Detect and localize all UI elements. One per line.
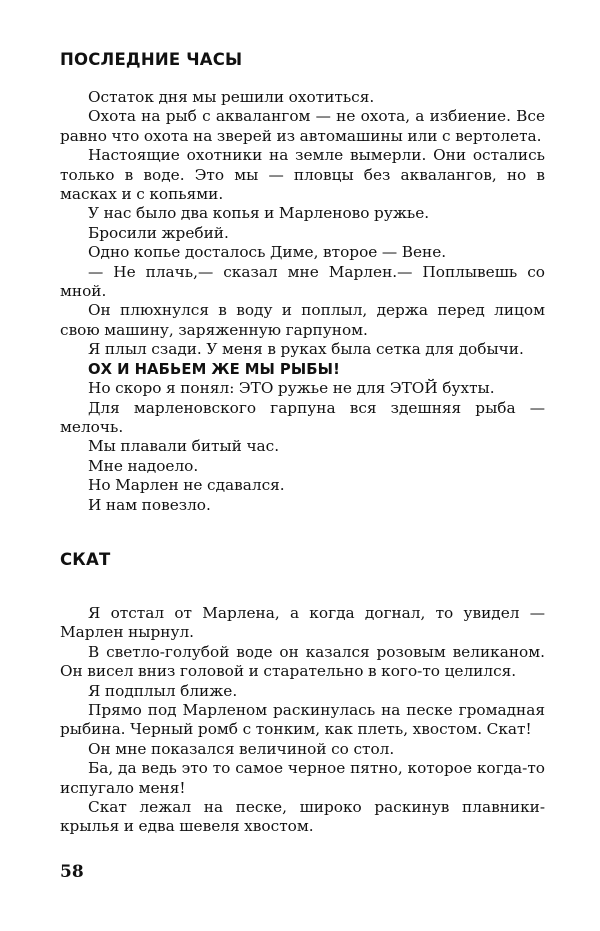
- paragraph: Прямо под Марленом раскинулась на песке громадная рыбина. Черный ромб с тонким, как плеть, хвостом. Скат!: [60, 700, 545, 739]
- section-title-last-hours: ПОСЛЕДНИЕ ЧАСЫ: [60, 50, 243, 69]
- paragraph: — Не плачь,— сказал мне Марлен.— Поплывешь со мной.: [60, 262, 545, 301]
- paragraph: Я отстал от Марлена, а когда догнал, то увидел — Марлен нырнул.: [60, 603, 545, 642]
- paragraph: Скат лежал на песке, широко раскинув плавники-крылья и едва шевеля хвостом.: [60, 798, 545, 836]
- paragraph: Я плыл сзади. У меня в руках была сетка для добычи.: [88, 340, 524, 359]
- paragraph: Бросили жребий.: [88, 223, 229, 242]
- paragraph: Одно копье досталось Диме, второе — Вене.: [88, 243, 447, 262]
- section-title-stingray: СКАТ: [60, 549, 111, 569]
- paragraph: Ба, да ведь это то самое черное пятно, которое когда-то испугало меня!: [60, 759, 545, 797]
- paragraph: Но Марлен не сдавался.: [88, 476, 285, 495]
- paragraph: Для марленовского гарпуна вся здешняя рыба — мелочь.: [60, 398, 545, 436]
- paragraph: Он мне показался величиной со стол.: [88, 739, 395, 758]
- section-body-last-hours: [60, 88, 545, 515]
- paragraph: Остаток дня мы решили охотиться.: [88, 88, 375, 106]
- paragraph: И нам повезло.: [88, 495, 211, 514]
- page-number: 58: [60, 862, 84, 882]
- paragraph: Охота на рыб с аквалангом — не охота, а избиение. Все равно что охота на зверей из автомашины или с вертолета.: [60, 107, 545, 145]
- paragraph: В светло-голубой воде он казался розовым великаном. Он висел вниз головой и старательно в кого-то целился.: [60, 642, 545, 681]
- paragraph: Настоящие охотники на земле вымерли. Они остались только в воде. Это мы — пловцы без аквалангов, но в масках и с копьями.: [60, 146, 545, 204]
- paragraph: Я подплыл ближе.: [88, 681, 238, 700]
- emphasis-paragraph: ОХ И НАБЬЕМ ЖЕ МЫ РЫБЫ!: [88, 360, 340, 378]
- paragraph: У нас было два копья и Марленово ружье.: [88, 204, 430, 223]
- section-body-stingray: [60, 604, 545, 837]
- paragraph: Мы плавали битый час.: [88, 437, 280, 456]
- paragraph: Но скоро я понял: ЭТО ружье не для ЭТОЙ бухты.: [88, 379, 495, 398]
- paragraph: Мне надоело.: [88, 456, 199, 475]
- paragraph: Он плюхнулся в воду и поплыл, держа перед лицом свою машину, заряженную гарпуном.: [60, 301, 545, 339]
